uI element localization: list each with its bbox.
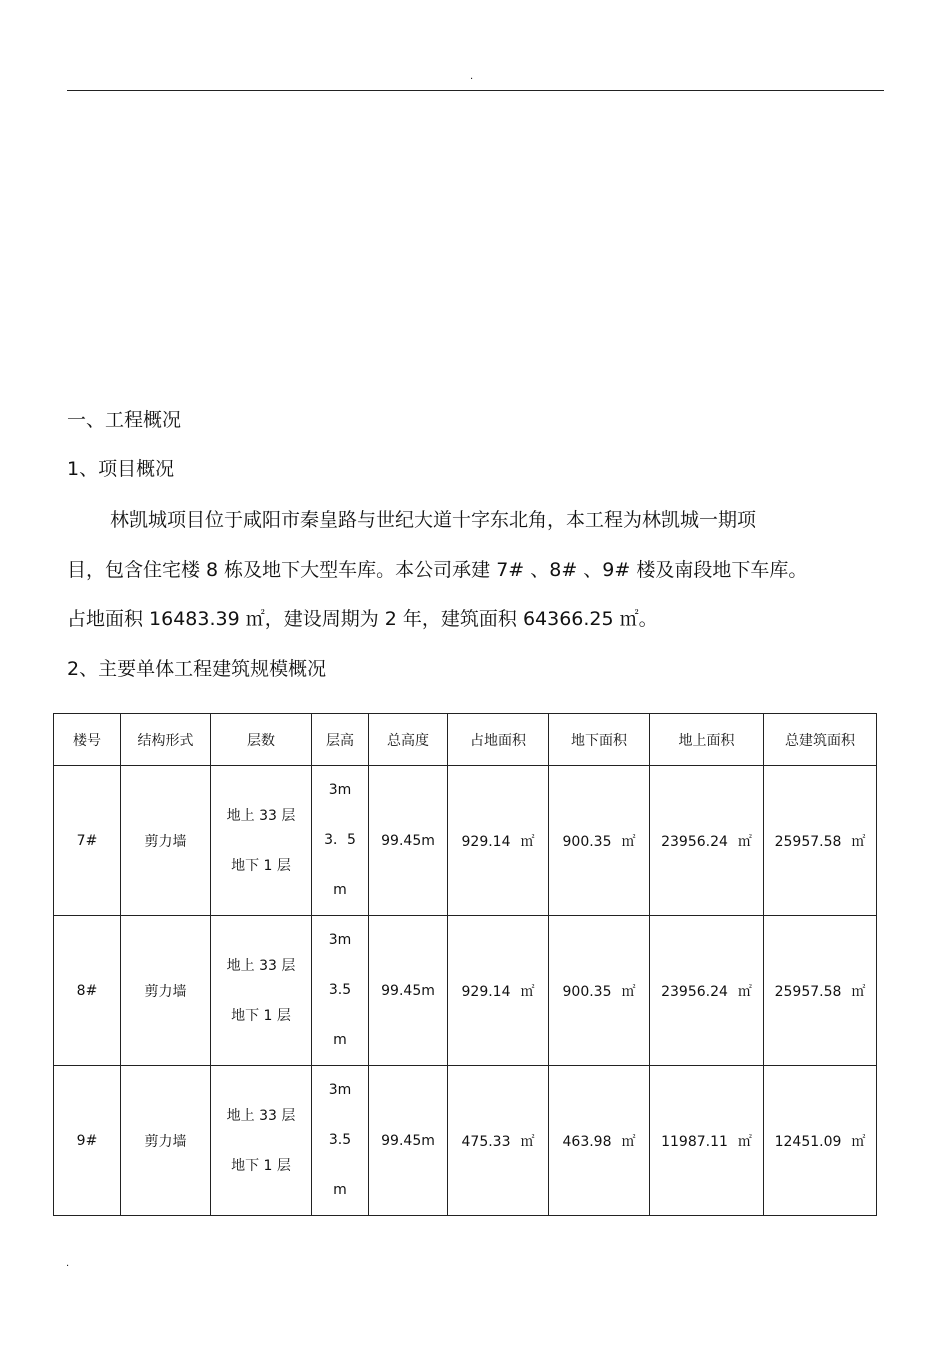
area-unit: ㎡ xyxy=(520,1133,535,1150)
floors-above: 地上 33 层 xyxy=(226,957,296,974)
area-value: 475.33 xyxy=(461,1133,511,1150)
total-area xyxy=(764,1066,877,1216)
floor-height-part: m xyxy=(333,882,347,898)
area-unit: ㎡ xyxy=(851,1133,866,1150)
area-unit: ㎡ xyxy=(520,833,535,850)
total-area xyxy=(764,766,877,916)
header-cell: 总建筑面积 xyxy=(764,714,877,766)
structure-type: 剪力墙 xyxy=(121,916,211,1066)
area-value: 23956.24 xyxy=(661,833,728,850)
building-no: 9# xyxy=(54,1066,121,1216)
header-dot: . xyxy=(470,71,474,82)
structure-type: 剪力墙 xyxy=(121,766,211,916)
table-row xyxy=(54,766,877,916)
header-rule xyxy=(67,90,884,91)
floor-height xyxy=(312,766,369,916)
area-value: 23956.24 xyxy=(661,983,728,1000)
header-cell: 层高 xyxy=(312,714,369,766)
floors-above: 地上 33 层 xyxy=(226,1107,296,1124)
header-cell: 楼号 xyxy=(54,714,121,766)
floor-height-part: 3m xyxy=(328,932,352,948)
overview-line-1: 林凯城项目位于咸阳市秦皇路与世纪大道十字东北角，本工程为林凯城一期项 xyxy=(110,509,757,531)
floor-count xyxy=(211,766,312,916)
area-value: 12451.09 xyxy=(774,1133,842,1150)
area-value: 900.35 xyxy=(562,833,612,850)
header-cell: 地下面积 xyxy=(549,714,650,766)
area-value: 900.35 xyxy=(562,983,612,1000)
floors-above: 地上 33 层 xyxy=(226,807,296,824)
area-value: 25957.58 xyxy=(774,983,842,1000)
footprint-area xyxy=(448,1066,549,1216)
area-unit: ㎡ xyxy=(621,983,636,1000)
area-value: 11987.11 xyxy=(661,1133,728,1150)
underground-area xyxy=(549,766,650,916)
building-no: 8# xyxy=(54,916,121,1066)
area-unit: ㎡ xyxy=(851,983,866,1000)
area-value: 929.14 xyxy=(461,983,511,1000)
header-cell: 占地面积 xyxy=(448,714,549,766)
table-header-row xyxy=(54,714,877,766)
footer-dot: . xyxy=(66,1258,70,1269)
table-row xyxy=(54,1066,877,1216)
floor-height-part: 3m xyxy=(328,1082,352,1098)
area-unit: ㎡ xyxy=(737,833,752,850)
floor-height-part: m xyxy=(333,1182,347,1198)
area-value: 463.98 xyxy=(562,1133,612,1150)
total-height: 99.45m xyxy=(369,766,448,916)
underground-area xyxy=(549,1066,650,1216)
area-unit: ㎡ xyxy=(851,833,866,850)
area-unit: ㎡ xyxy=(621,833,636,850)
footprint-area xyxy=(448,916,549,1066)
subsection-2-title: 2、主要单体工程建筑规模概况 xyxy=(67,658,327,680)
underground-area xyxy=(549,916,650,1066)
overview-line-3: 占地面积 16483.39 ㎡，建设周期为 2 年，建筑面积 64366.25 ㎡。 xyxy=(67,608,658,630)
header-cell: 地上面积 xyxy=(650,714,764,766)
area-unit: ㎡ xyxy=(621,1133,636,1150)
subsection-1-title: 1、项目概况 xyxy=(67,458,175,480)
building-scale-table xyxy=(53,713,877,1216)
total-area xyxy=(764,916,877,1066)
floor-height-part: 3.5 xyxy=(328,982,352,998)
total-height: 99.45m xyxy=(369,1066,448,1216)
table-row xyxy=(54,916,877,1066)
area-unit: ㎡ xyxy=(520,983,535,1000)
floor-height-part: 3．5 xyxy=(324,832,356,848)
floor-height xyxy=(312,1066,369,1216)
total-height: 99.45m xyxy=(369,916,448,1066)
area-value: 929.14 xyxy=(461,833,511,850)
footprint-area xyxy=(448,766,549,916)
area-unit: ㎡ xyxy=(737,1133,752,1150)
structure-type: 剪力墙 xyxy=(121,1066,211,1216)
building-no: 7# xyxy=(54,766,121,916)
aboveground-area xyxy=(650,916,764,1066)
area-unit: ㎡ xyxy=(737,983,752,1000)
floor-height-part: 3m xyxy=(328,782,352,798)
floor-count xyxy=(211,1066,312,1216)
area-value: 25957.58 xyxy=(774,833,842,850)
floor-height-part: m xyxy=(333,1032,347,1048)
floors-below: 地下 1 层 xyxy=(231,857,291,874)
floors-below: 地下 1 层 xyxy=(231,1157,291,1174)
overview-line-2: 目，包含住宅楼 8 栋及地下大型车库。本公司承建 7# 、8# 、9# 楼及南段地下车库。 xyxy=(67,559,808,581)
floor-count xyxy=(211,916,312,1066)
aboveground-area xyxy=(650,1066,764,1216)
header-cell: 结构形式 xyxy=(121,714,211,766)
floor-height-part: 3.5 xyxy=(328,1132,352,1148)
section-title: 一、工程概况 xyxy=(67,409,182,431)
header-cell: 总高度 xyxy=(369,714,448,766)
header-cell: 层数 xyxy=(211,714,312,766)
floors-below: 地下 1 层 xyxy=(231,1007,291,1024)
aboveground-area xyxy=(650,766,764,916)
floor-height xyxy=(312,916,369,1066)
